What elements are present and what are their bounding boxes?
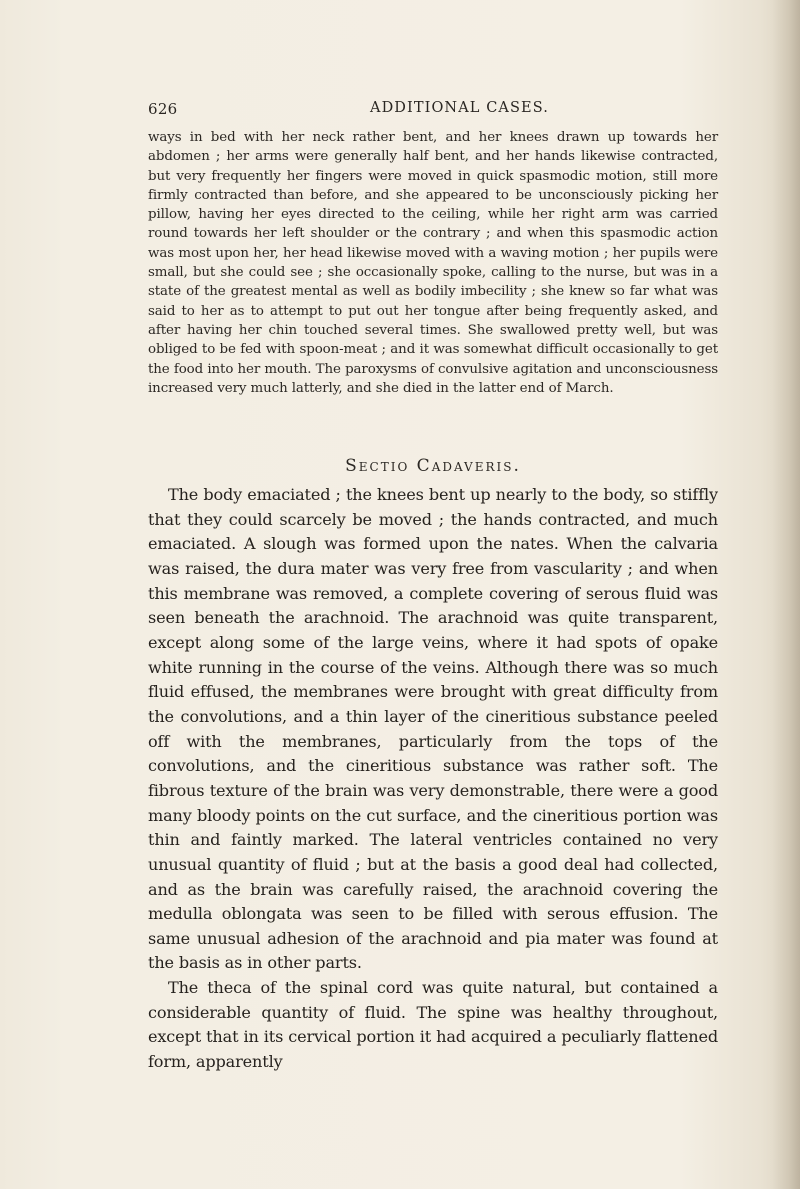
section-heading: Sectio Cadaveris. <box>345 456 521 476</box>
page-gutter-shadow <box>772 0 800 1189</box>
page-number: 626 <box>148 100 178 118</box>
paragraph-body: The body emaciated ; the knees bent up nearly to the body, so stiffly that they could scarcely be moved ; the hands contracted, and much emaciated. A slough was formed upon the nates. When the calvaria was raised, the dura mater was very free from vascularity ; and when this membrane was removed, a complete covering of serous fluid was seen beneath the arachnoid. The arachnoid was quite transparent, except along some of the large veins, where it had spots of opake white running in the course of the veins. Although there was so much fluid effused, the membranes were brought with great difficulty from the convolutions, and a thin layer of the cineritious substance peeled off with the membranes, particularly from the tops of the convolutions, and the cineritious substance was rather soft. The fibrous texture of the brain was very demonstrable, there were a good many bloody points on the cut surface, and the cineritious portion was thin and faintly marked. The lateral ventricles contained no very unusual quantity of fluid ; but at the basis a good deal had collected, and as the brain was carefully raised, the arachnoid covering the medulla oblongata was seen to be filled with serous effusion. The same unusual adhesion of the arachnoid and pia mater was found at the basis as in other parts. <box>148 485 718 973</box>
case-continuation-text: ways in bed with her neck rather bent, and her knees drawn up towards her abdomen ; her arms were generally half bent, and her hands likewise contracted, but very frequently her fingers were moved in quick spasmodic motion, still more firmly contracted than before, and she appeared to be unconsciously picking her pillow, having her eyes directed to the ceiling, while her right arm was carried round towards her left shoulder or the contrary ; and when this spasmodic action was most upon her, her head likewise moved with a waving motion ; her pupils were small, but she could see ; she occasionally spoke, calling to the nurse, but was in a state of the greatest mental as well as bodily imbecility ; she knew so far what was said to her as to attempt to put out her tongue after being frequently asked, and after having her chin touched several times. She swallowed pretty well, but was obliged to be fed with spoon-meat ; and it was somewhat difficult occasionally to get the food into her mouth. The paroxysms of convulsive agitation and unconsciousness increased very much latterly, and she died in the latter end of March. <box>148 130 718 396</box>
running-header <box>148 100 718 124</box>
section-body <box>148 483 718 1075</box>
paragraph-spine: The theca of the spinal cord was quite natural, but contained a considerable quantity of fluid. The spine was healthy throughout, except that in its cervical portion it had acquired a peculiarly flattened form, apparently <box>148 978 718 1072</box>
running-title: ADDITIONAL CASES. <box>370 100 549 116</box>
